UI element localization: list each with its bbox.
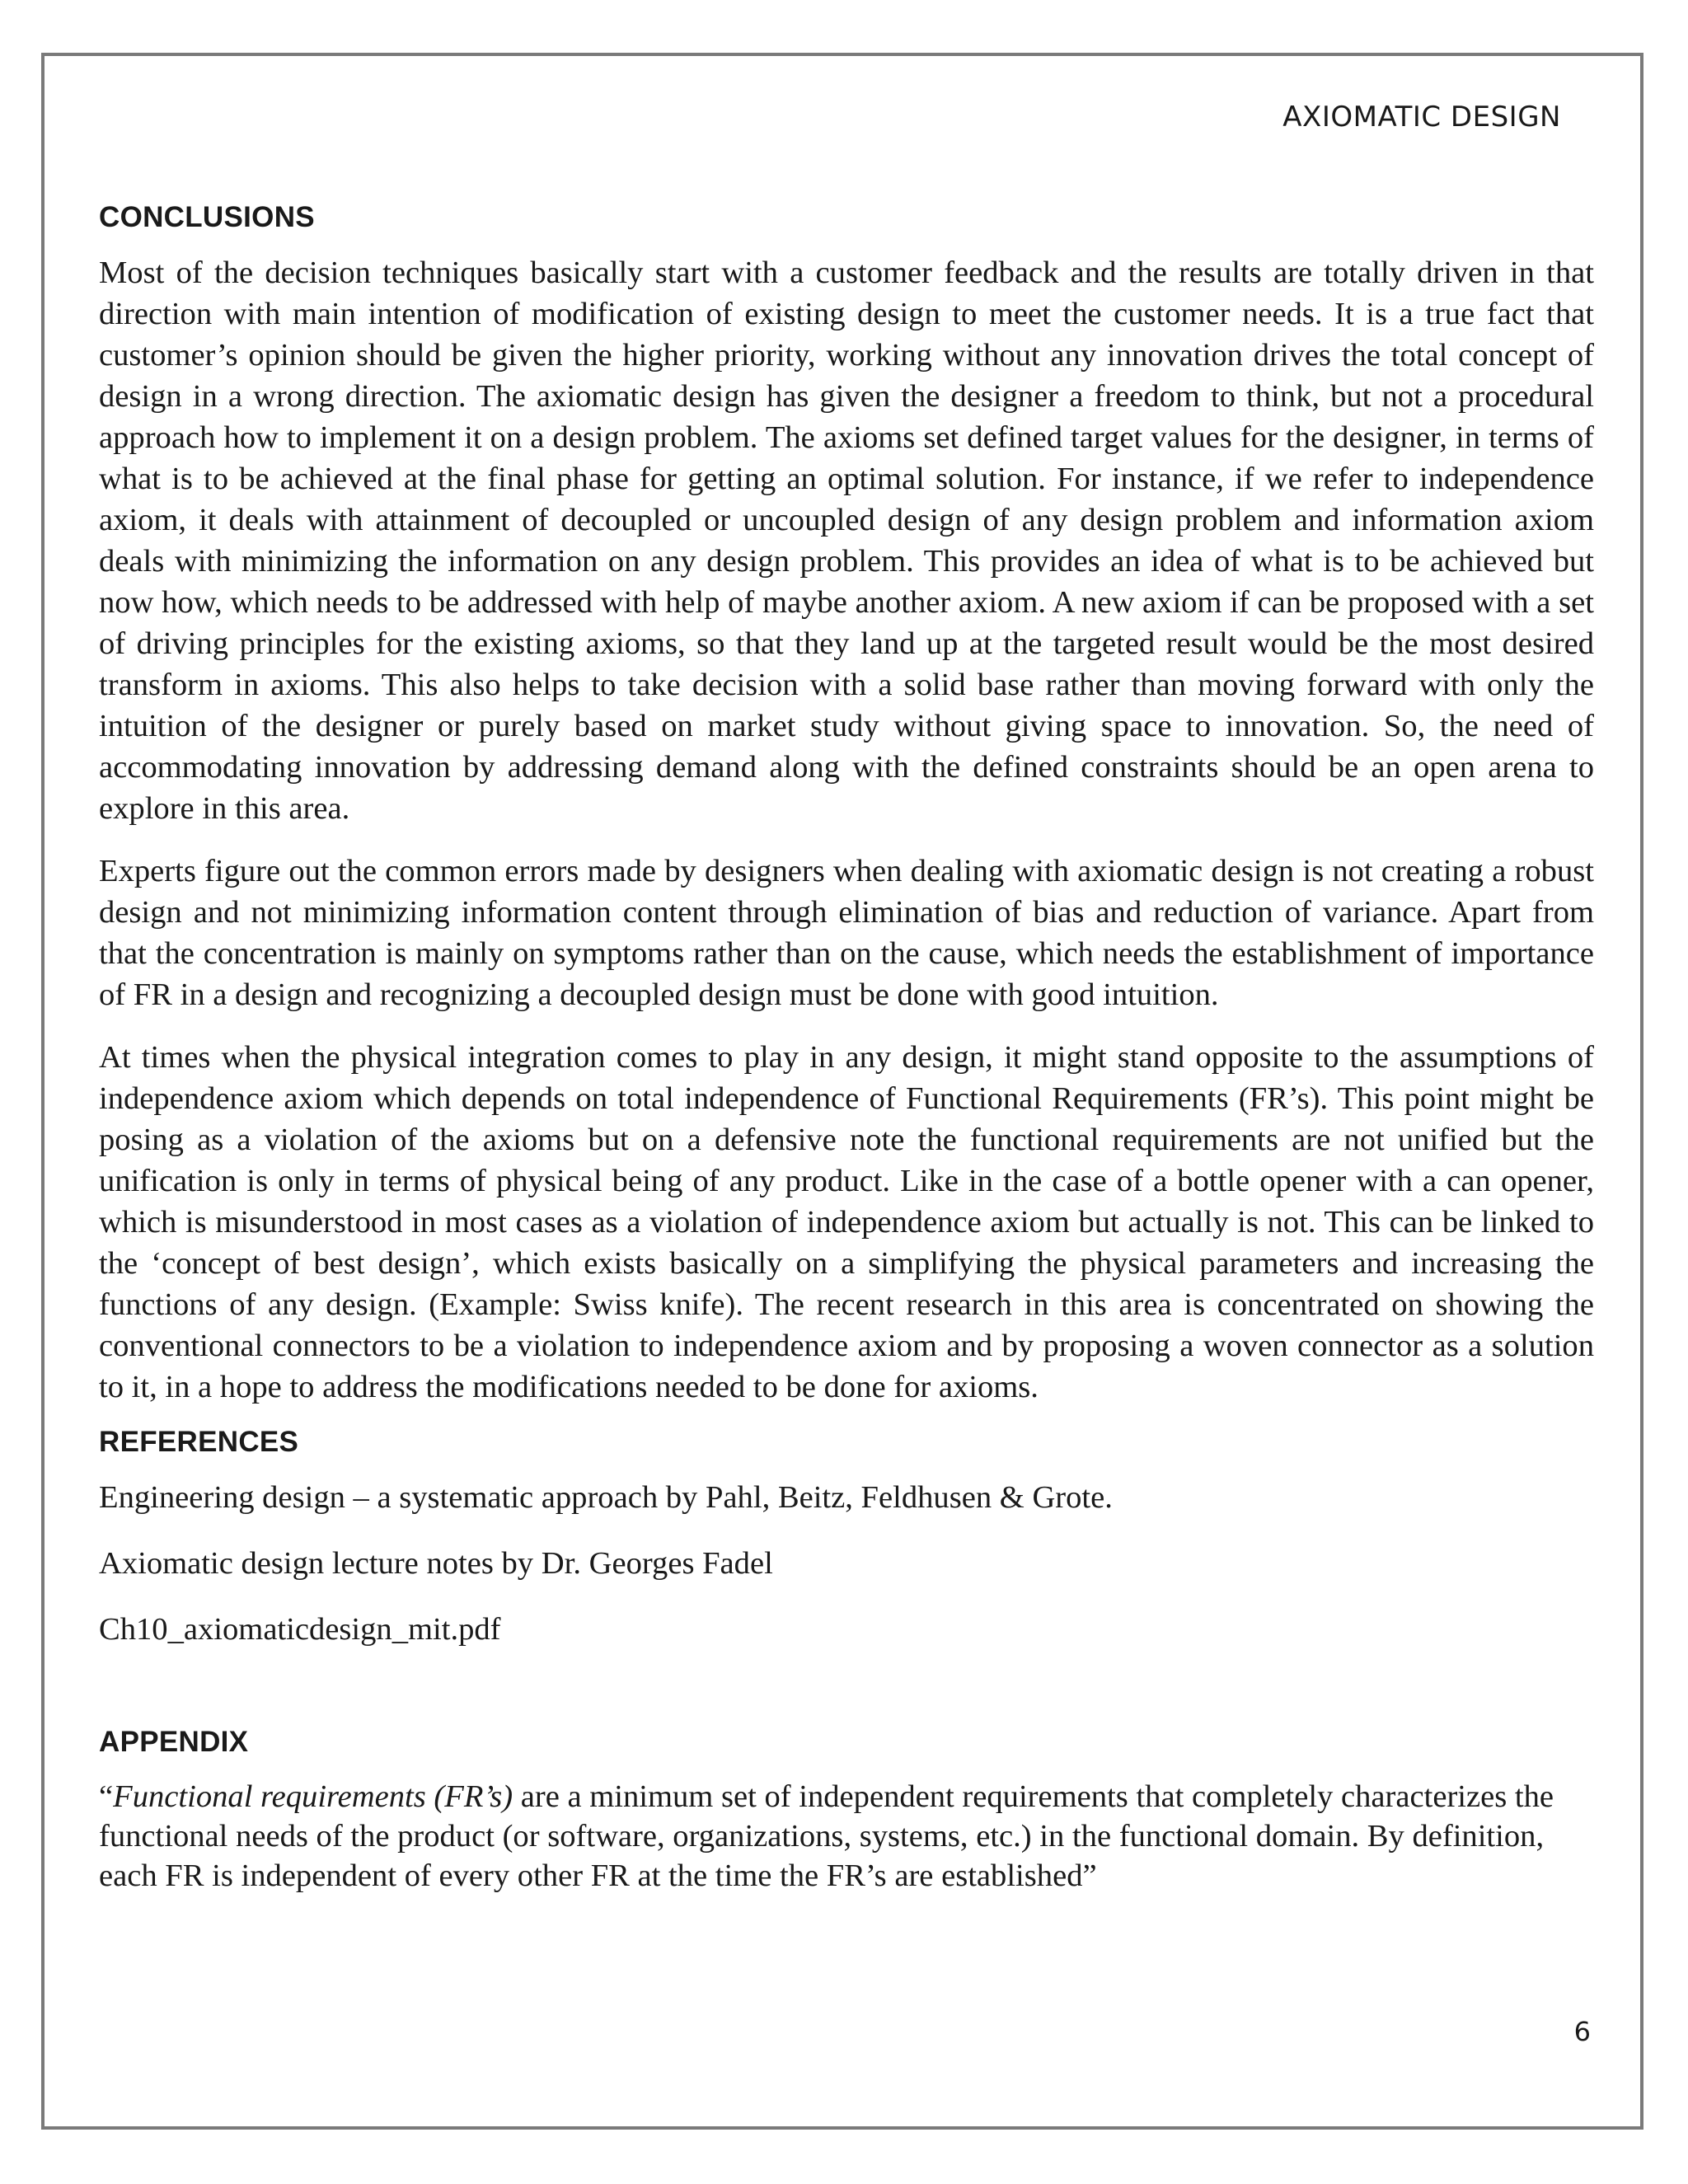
reference-item-2: Axiomatic design lecture notes by Dr. Georges Fadel (99, 1546, 773, 1581)
conclusions-heading: CONCLUSIONS (99, 201, 315, 233)
references-section (99, 1426, 1594, 1650)
appendix-term: Functional requirements (FR’s) (113, 1779, 513, 1814)
references-heading: REFERENCES (99, 1426, 299, 1458)
reference-item-1: Engineering design – a systematic approach by Pahl, Beitz, Feldhusen & Grote. (99, 1480, 1113, 1515)
document-body (99, 201, 1594, 1896)
page-number: 6 (1573, 2016, 1591, 2047)
running-header: AXIOMATIC DESIGN (1282, 101, 1561, 134)
appendix-open-quote: “ (99, 1779, 114, 1814)
reference-item-3: Ch10_axiomaticdesign_mit.pdf (99, 1612, 501, 1647)
appendix-section (99, 1726, 1594, 1896)
appendix-paragraph (99, 1777, 1594, 1896)
conclusions-paragraph-3: At times when the physical integration comes to play in any design, it might stand opposite to the assumptions of independence axiom which depends on total independence of Functional Requirements (FR’s). This point might be posing as a violation of the axioms but on a defensive note the functional requirements are not unified but the unification is only in terms of physical being of any product. Like in the case of a bottle opener with a can opener, which is misunderstood in most cases as a violation of independence axiom but actually is not. This can be linked to the ‘concept of best design’, which exists basically on a simplifying the physical parameters and increasing the functions of any design. (Example: Swiss knife). The recent research in this area is concentrated on showing the conventional connectors to be a violation to independence axiom and by proposing a woven connector as a solution to it, in a hope to address the modifications needed to be done for axioms. (99, 1040, 1594, 1404)
conclusions-paragraph-2: Experts figure out the common errors made by designers when dealing with axiomatic design is not creating a robust design and not minimizing information content through elimination of bias and reduction of variance. Apart from that the concentration is mainly on symptoms rather than on the cause, which needs the establishment of importance of FR in a design and recognizing a decoupled design must be done with good intuition. (99, 854, 1594, 1012)
appendix-heading: APPENDIX (99, 1726, 249, 1758)
conclusions-paragraph-1: Most of the decision techniques basically start with a customer feedback and the results are totally driven in that direction with main intention of modification of existing design to meet the customer needs. It is a true fact that customer’s opinion should be given the higher priority, working without any innovation drives the total concept of design in a wrong direction. The axiomatic design has given the designer a freedom to think, but not a procedural approach how to implement it on a design problem. The axioms set defined target values for the designer, in terms of what is to be achieved at the final phase for getting an optimal solution. For instance, if we refer to independence axiom, it deals with attainment of decoupled or uncoupled design of any design problem and information axiom deals with minimizing the information on any design problem. This provides an idea of what is to be achieved but now how, which needs to be addressed with help of maybe another axiom. A new axiom if can be proposed with a set of driving principles for the existing axioms, so that they land up at the targeted result would be the most desired transform in axioms. This also helps to take decision with a solid base rather than moving forward with only the intuition of the designer or purely based on market study without giving space to innovation. So, the need of accommodating innovation by addressing demand along with the defined constraints should be an open arena to explore in this area. (99, 255, 1594, 826)
conclusions-section (99, 201, 1594, 1408)
appendix-definition: are a minimum set of independent requirements that completely characterizes the functional needs of the product (or software, organizations, systems, etc.) in the functional domain. By definition, each FR is independent of every other FR at the time the FR’s are established” (99, 1779, 1554, 1893)
